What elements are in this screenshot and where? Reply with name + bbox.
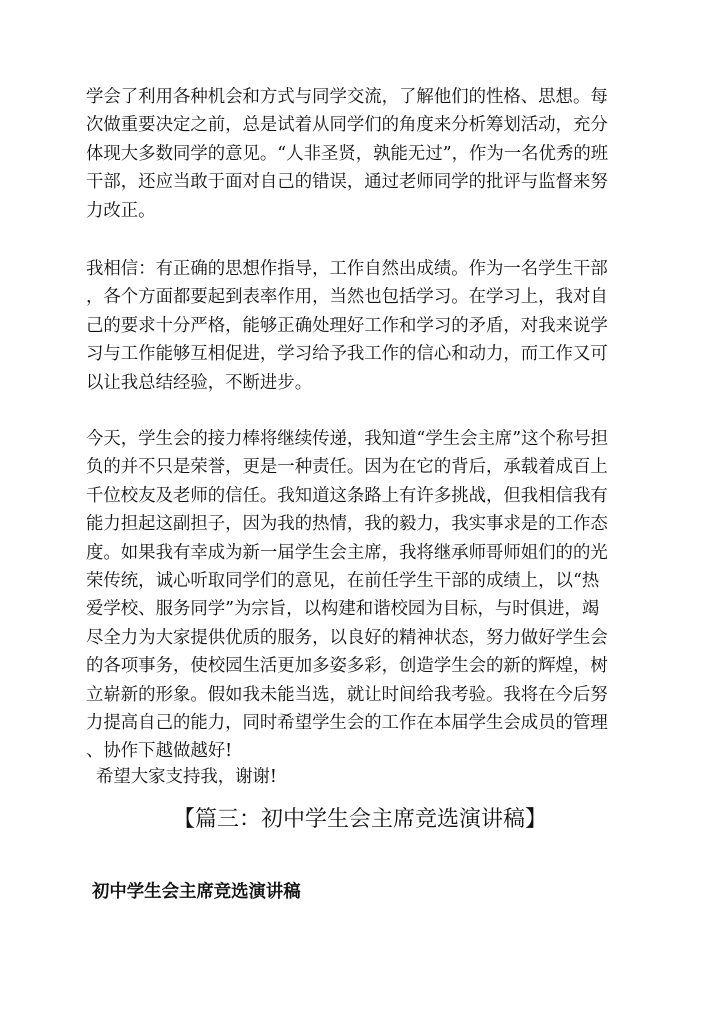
paragraph-2 bbox=[86, 255, 638, 397]
paragraph-line: 力改正。 bbox=[86, 200, 156, 221]
paragraph-line: 千位校友及老师的信任。我知道这条路上有许多挑战，但我相信我有 bbox=[86, 485, 608, 506]
paragraph-line: ，各个方面都要起到表率作用，当然也包括学习。在学习上，我对自 bbox=[86, 287, 608, 308]
paragraph-line: 己的要求十分严格，能够正确处理好工作和学习的矛盾，对我来说学 bbox=[86, 315, 608, 336]
paragraph-line: 力提高自己的能力，同时希望学生会的工作在本届学生会成员的管理 bbox=[86, 713, 608, 734]
paragraph-line: 负的并不只是荣誉，更是一种责任。因为在它的背后，承载着成百上 bbox=[86, 457, 608, 478]
paragraph-line: 爱学校、服务同学”为宗旨，以构建和谐校园为目标，与时俱进，竭 bbox=[86, 599, 600, 620]
paragraph-line: 以让我总结经验，不断进步。 bbox=[86, 372, 313, 393]
paragraph-3 bbox=[86, 425, 638, 766]
paragraph-line: 次做重要决定之前，总是试着从同学们的角度来分析筹划活动，充分 bbox=[86, 115, 608, 136]
paragraph-line: 今天，学生会的接力棒将继续传递，我知道“学生会主席”这个称号担 bbox=[86, 429, 609, 449]
closing-remark: 希望大家支持我，谢谢! bbox=[96, 767, 277, 787]
paragraph-line: 能力担起这副担子，因为我的热情，我的毅力，我实事求是的工作态 bbox=[86, 514, 608, 535]
paragraph-line: 干部，还应当敢于面对自己的错误，通过老师同学的批评与监督来努 bbox=[86, 172, 608, 193]
paragraph-line: 荣传统，诚心听取同学们的意见，在前任学生干部的成绩上，以“热 bbox=[86, 571, 600, 592]
section-heading: 【篇三：初中学生会主席竞选演讲稿】 bbox=[172, 807, 547, 832]
paragraph-line: 度。如果我有幸成为新一届学生会主席，我将继承师哥师姐们的的光 bbox=[86, 542, 608, 563]
paragraph-line: 习与工作能够互相促进，学习给予我工作的信心和动力，而工作又可 bbox=[86, 344, 608, 365]
paragraph-line: 立崭新的形象。假如我未能当选，就让时间给我考验。我将在今后努 bbox=[86, 684, 608, 705]
paragraph-1 bbox=[86, 83, 638, 225]
paragraph-line: 体现大多数同学的意见。“人非圣贤，孰能无过”，作为一名优秀的班 bbox=[86, 143, 609, 164]
paragraph-line: 、协作下越做越好! bbox=[86, 741, 233, 762]
paragraph-line: 学会了利用各种机会和方式与同学交流，了解他们的性格、思想。每 bbox=[86, 87, 608, 107]
speech-title: 初中学生会主席竞选演讲稿 bbox=[92, 882, 301, 902]
paragraph-line: 尽全力为大家提供优质的服务，以良好的精神状态，努力做好学生会 bbox=[86, 627, 608, 648]
paragraph-line: 我相信：有正确的思想作指导，工作自然出成绩。作为一名学生干部 bbox=[86, 259, 608, 279]
paragraph-line: 的各项事务，使校园生活更加多姿多彩，创造学生会的新的辉煌，树 bbox=[86, 656, 608, 677]
